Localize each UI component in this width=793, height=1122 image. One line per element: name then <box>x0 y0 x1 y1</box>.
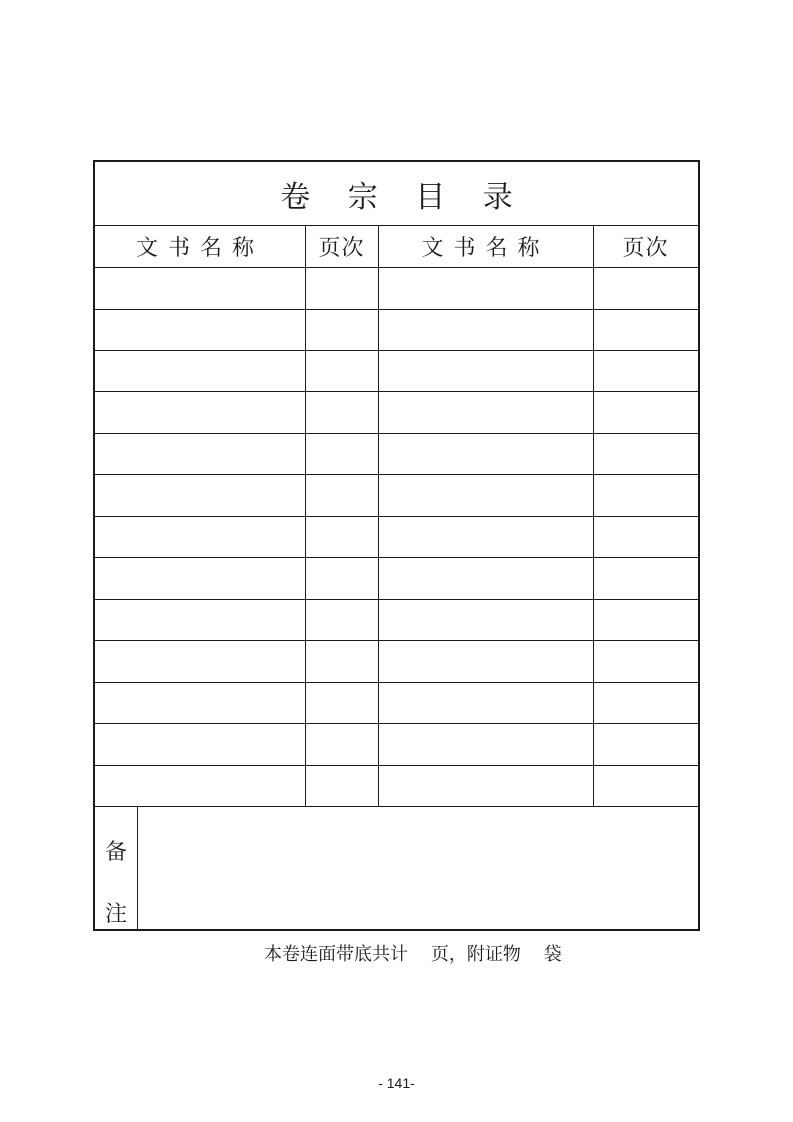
column-header-page-left: 页次 <box>318 236 365 261</box>
remarks-label-top: 备 <box>104 840 127 865</box>
table-row-divider <box>95 350 698 351</box>
remarks-section <box>95 806 698 929</box>
table-row-divider <box>95 682 698 683</box>
table-row-divider <box>95 640 698 641</box>
remarks-label-bottom: 注 <box>104 902 127 927</box>
table-row-divider <box>95 516 698 517</box>
remarks-field[interactable] <box>138 807 698 929</box>
column-header-page-right: 页次 <box>622 236 669 261</box>
table-row-divider <box>95 309 698 310</box>
form-title: 卷 宗 目 录 <box>95 162 698 226</box>
table-row-divider <box>95 599 698 600</box>
table-row-divider <box>95 557 698 558</box>
footer-note: 本卷连面带底共计 页，附证物 袋 <box>264 944 562 965</box>
table-row-divider <box>95 391 698 392</box>
table-row-divider <box>95 433 698 434</box>
table-row-divider <box>95 723 698 724</box>
column-header-doc-name-right: 文书名称 <box>421 236 550 261</box>
table-row-divider <box>95 765 698 766</box>
table-row-divider <box>95 474 698 475</box>
page-number: - 141- <box>378 1075 415 1091</box>
column-header-row <box>95 226 698 268</box>
remarks-label <box>95 807 138 929</box>
column-header-doc-name-left: 文书名称 <box>135 236 264 261</box>
catalog-form <box>93 160 700 931</box>
